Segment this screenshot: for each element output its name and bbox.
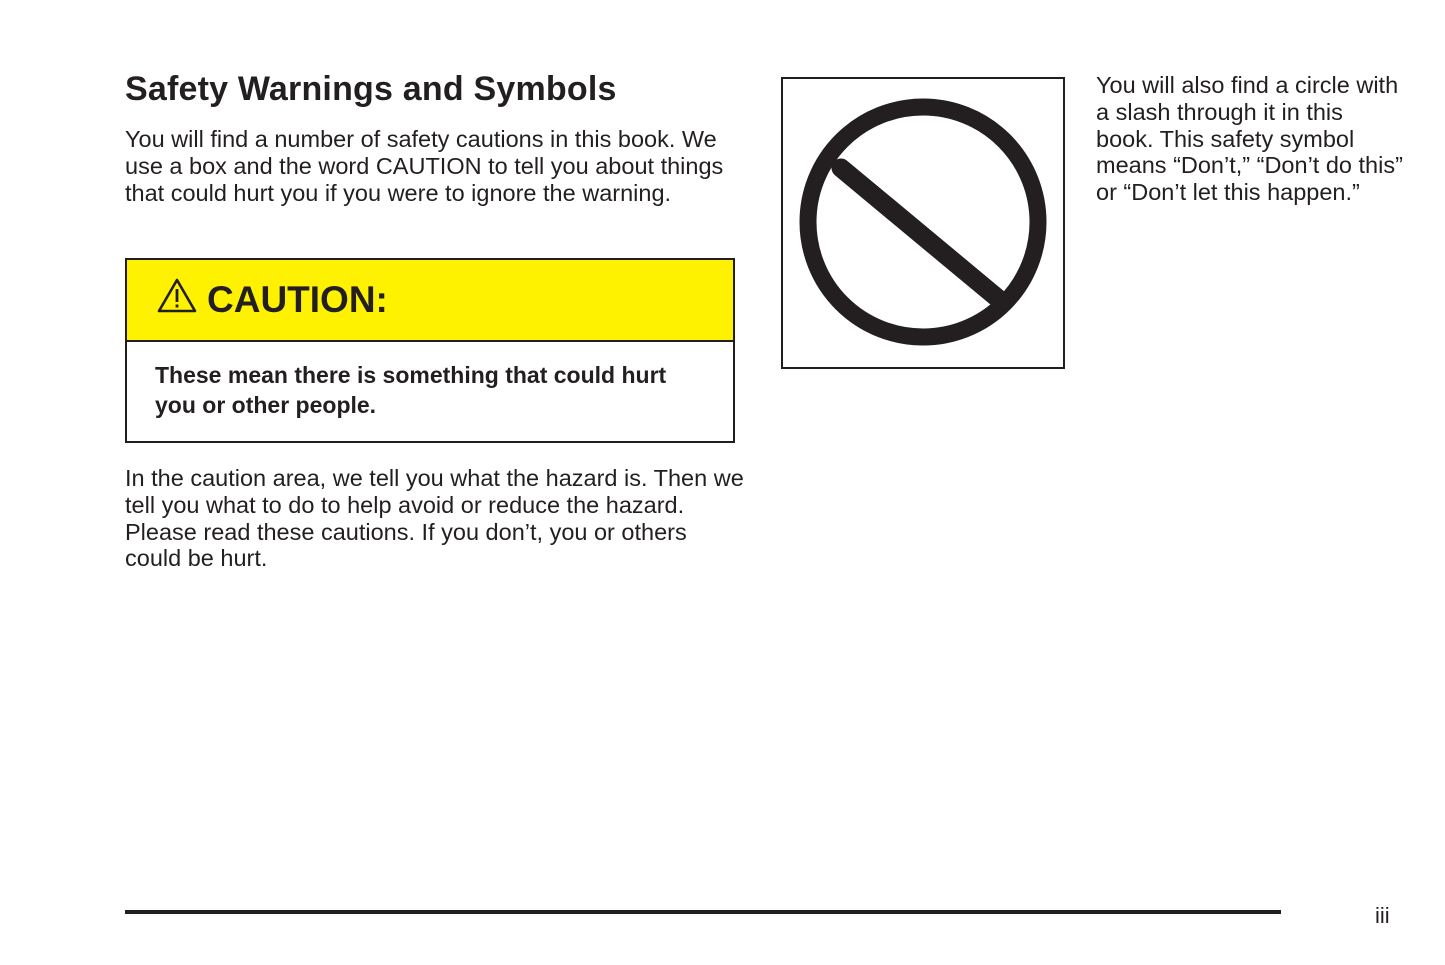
symbol-explanation-paragraph: You will also find a circle with a slash through it in this book. This safety symbol means “Don’t,” “Don’t do this” or “Don’t let this happen.”: [1096, 72, 1403, 206]
warning-triangle-icon: [157, 278, 197, 314]
intro-paragraph: You will find a number of safety cautions in this book. We use a box and the word CAUTION to tell you about things that could hurt you if you were to ignore the warning.: [125, 126, 724, 206]
caution-header: [127, 260, 733, 342]
footer-divider: [125, 910, 1281, 914]
prohibition-symbol-frame: [781, 77, 1065, 369]
prohibition-circle-slash-icon: [783, 79, 1063, 367]
page-title: Safety Warnings and Symbols: [125, 70, 617, 108]
page-number: iii: [1375, 903, 1390, 928]
caution-label: CAUTION:: [207, 279, 388, 320]
caution-explanation-paragraph: In the caution area, we tell you what the hazard is. Then we tell you what to do to help avoid or reduce the hazard. Please read these cautions. If you don’t, you or others could be hurt.: [125, 465, 744, 572]
caution-body-text: These mean there is something that could hurt you or other people.: [155, 362, 667, 418]
caution-box: [125, 258, 735, 443]
